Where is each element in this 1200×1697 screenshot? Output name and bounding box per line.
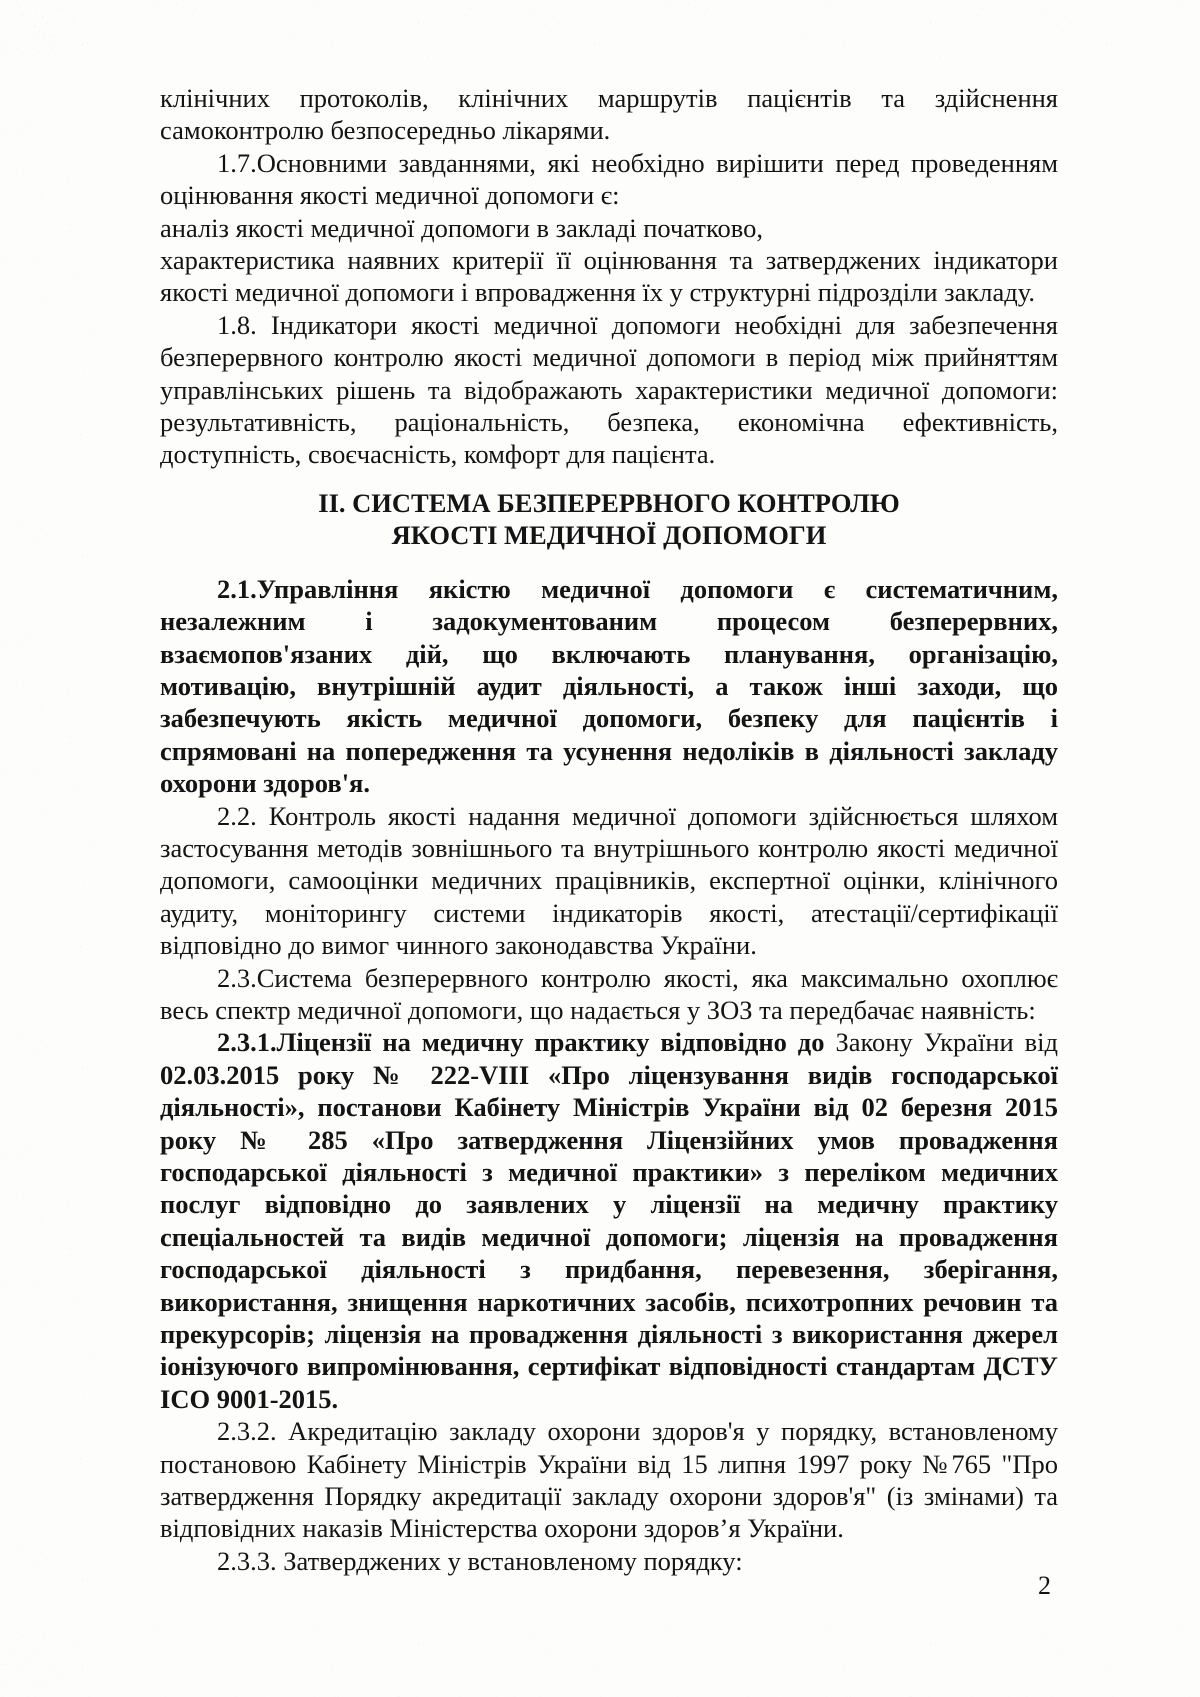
paragraph-continuation: клінічних протоколів, клінічних маршрутів пацієнтів та здійснення самоконтролю безпосередньо лікарями. — [160, 83, 1058, 146]
paragraph-1-7: 1.7.Основними завданнями, які необхідно вирішити перед проведенням оцінювання якості медичної допомоги є: — [160, 147, 1058, 211]
scan-noise-left-edge — [0, 0, 98, 1697]
paragraph-1-8: 1.8. Індикатори якості медичної допомоги необхідні для забезпечення безперервного контролю якості медичної допомоги в період між прийняттям управлінських рішень та відображають характеристики медичної допомоги: результативність, раціональність, безпека, економічна ефективність, доступність, своєчасність, комфорт для пацієнта. — [160, 309, 1058, 470]
paragraph-2-3-1-law-ref: Закону України від — [835, 1027, 1059, 1058]
paragraph-2-1: 2.1.Управління якістю медичної допомоги є систематичним, незалежним і задокументованим процесом безперервних, взаємопов'язаних дій, що включають планування, організацію, мотивацію, внутрішній аудит діяльності, а також інші заходи, що забезпечують якість медичної допомоги, безпеку для пацієнтів і спрямовані на попередження та усунення недоліків в діяльності закладу охорони здоров'я. — [160, 573, 1058, 799]
section-heading — [160, 487, 1058, 552]
section-heading-line2: ЯКОСТІ МЕДИЧНОЇ ДОПОМОГИ — [391, 520, 827, 551]
page-number: 2 — [1038, 1571, 1051, 1600]
paragraph-2-2: 2.2. Контроль якості надання медичної допомоги здійснюється шляхом застосування методів зовнішнього та внутрішнього контролю якості медичної допомоги, самооцінки медичних працівників, експертної оцінки, клінічного аудиту, моніторингу системи індикаторів якості, атестації/сертифікації відповідно до вимог чинного законодавства України. — [160, 800, 1058, 961]
paragraph-2-3-2: 2.3.2. Акредитацію закладу охорони здоров'я у порядку, встановленому постановою Кабінету Міністрів України від 15 липня 1997 року №765 "Про затвердження Порядку акредитації закладу охорони здоров'я" (із змінами) та відповідних наказів Міністерства охорони здоров’я України. — [160, 1416, 1058, 1544]
paragraph-2-3-1 — [160, 1026, 1058, 1415]
scan-noise-bottom-edge — [0, 1622, 1200, 1697]
list-line-analysis: аналіз якості медичної допомоги в закладі початково, — [160, 212, 763, 243]
paragraph-2-3-1-lead: 2.3.1.Ліцензії на медичну практику відповідно до — [217, 1027, 836, 1058]
paragraph-2-3: 2.3.Система безперервного контролю якості, яка максимально охоплює весь спектр медичної допомоги, що надається у ЗОЗ та передбачає наявність: — [160, 962, 1058, 1025]
document-body — [160, 82, 1058, 1577]
paragraph-2-3-3: 2.3.3. Затверджених у встановленому порядку: — [217, 1545, 743, 1576]
paragraph-2-3-1-details: 02.03.2015 року № 222-VIII «Про ліцензування видів господарської діяльності», постанови Кабінету Міністрів України від 02 березня 2015 року № 285 «Про затвердження Ліцензійних умов провадження господарської діяльності з медичної практики» з переліком медичних послуг відповідно до заявлених у ліцензії на медичну практику спеціальностей та видів медичної допомоги; ліцензія на провадження господарської діяльності з придбання, перевезення, зберігання, використання, знищення наркотичних засобів, психотропних речовин та прекурсорів; ліцензія на провадження діяльності з використання джерел іонізуючого випромінювання, сертифікат відповідності стандартам ДСТУ ІСО 9001-2015. — [160, 1059, 1058, 1414]
scan-noise-top-edge — [0, 0, 1200, 58]
section-heading-line1: ІІ. СИСТЕМА БЕЗПЕРЕРВНОГО КОНТРОЛЮ — [318, 487, 900, 518]
list-line-characteristics: характеристика наявних критерії її оцінювання та затверджених індикатори якості медичної допомоги і впровадження їх у структурні підрозділи закладу. — [160, 245, 1058, 308]
